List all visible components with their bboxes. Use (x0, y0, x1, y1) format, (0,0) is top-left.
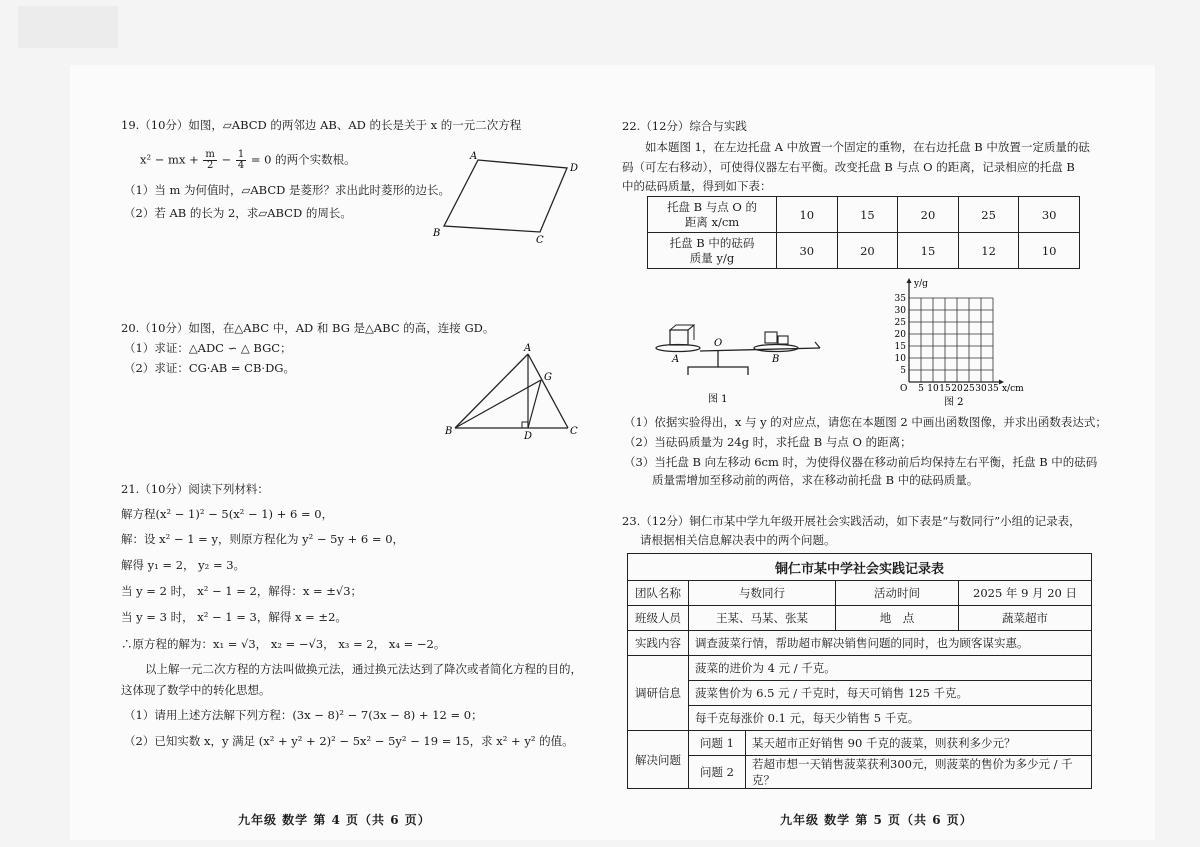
table-cell: 20 (898, 197, 959, 233)
x-tick-labels (918, 384, 999, 394)
research-item: 菠菜售价为 6.5 元 / 千克时，每天可销售 125 千克。 (689, 681, 1092, 706)
q19-eq-pre: x² − mx + (140, 152, 199, 167)
x-tick-label: 5 (918, 384, 924, 394)
q20-triangle-figure (440, 340, 590, 440)
pan-b (754, 345, 798, 352)
table-cell: 12 (958, 233, 1019, 269)
beam-end (815, 342, 820, 348)
x-tick-label: 30 (975, 384, 987, 394)
right-angle-mark (522, 422, 528, 428)
table-cell: 30 (777, 233, 838, 269)
right-footer: 九年级 数学 第 5 页（共 6 页） (780, 813, 973, 827)
q21-line1: 21.（10分）阅读下列材料： (121, 482, 269, 496)
table-cell: 15 (837, 197, 898, 233)
table-row (628, 631, 1092, 656)
y-tick-label: 10 (894, 354, 906, 364)
table-cell: 20 (837, 233, 898, 269)
label-d: D (570, 163, 579, 174)
content-label: 实践内容 (628, 631, 689, 656)
members-label: 班级人员 (628, 606, 689, 631)
row1-header (648, 197, 777, 233)
q22-part2: （2）当砝码质量为 24g 时，求托盘 B 与点 O 的距离； (624, 435, 912, 449)
q19-eq-minus: − (221, 152, 232, 167)
q23-line2: 请根据相关信息解决表中的两个问题。 (640, 533, 836, 547)
label-b: B (772, 354, 780, 365)
grid-lines (909, 298, 993, 382)
table-row (628, 756, 1092, 789)
y-axis-label: y/g (914, 279, 928, 289)
q20-part1: （1）求证：△ADC ∽ △ BGC； (124, 341, 292, 355)
row1-header-b: 距离 x/cm (684, 214, 740, 229)
y-tick-label: 15 (894, 342, 906, 352)
table-row (628, 681, 1092, 706)
weights-b2 (778, 336, 788, 344)
solve-label: 解决问题 (628, 731, 689, 789)
x-tick-label: 10 (927, 384, 939, 394)
q19-eq-post: = 0 的两个实数根。 (250, 152, 356, 167)
label-a: A (524, 343, 532, 354)
label-d: D (524, 431, 533, 440)
scan-corner-patch (18, 6, 118, 48)
x-tick-label: 15 (939, 384, 951, 394)
time-value: 2025 年 9 月 20 日 (959, 581, 1092, 606)
fig1-balance (650, 320, 830, 410)
x-tick-label: 25 (963, 384, 975, 394)
table-row (648, 197, 1080, 233)
q22-line4: 中的砝码质量，得到如下表： (622, 179, 772, 193)
q19-part1: （1）当 m 为何值时，▱ABCD 是菱形？求出此时菱形的边长。 (124, 183, 451, 197)
y-axis-arrow (907, 278, 912, 283)
research-item: 每千克每涨价 0.1 元，每天少销售 5 千克。 (689, 706, 1092, 731)
table-cell: 25 (958, 197, 1019, 233)
label-c: C (570, 426, 578, 437)
research-item: 菠菜的进价为 4 元 / 千克。 (689, 656, 1092, 681)
table-cell: 30 (1019, 197, 1080, 233)
q19-frac2-den: 4 (237, 160, 245, 171)
weights-b (765, 332, 777, 343)
x-tick-label: 35 (987, 384, 999, 394)
research-label: 调研信息 (628, 656, 689, 731)
table-row (648, 233, 1080, 269)
label-g: G (544, 372, 552, 383)
fig2-caption: 图 2 (944, 397, 964, 408)
table-cell: 10 (1019, 233, 1080, 269)
x-axis-label: x/cm (1002, 384, 1024, 394)
question2-label: 问题 2 (689, 756, 746, 789)
question1-label: 问题 1 (689, 731, 746, 756)
y-tick-label: 20 (894, 330, 906, 340)
row2-header-a: 托盘 B 中的砝码 (669, 235, 755, 250)
q22-part1: （1）依据实验得出，x 与 y 的对应点，请您在本题图 2 中画出函数图像，并求出函数表达式； (624, 415, 1107, 429)
q19-frac1-num: m (205, 149, 215, 160)
x-tick-label: 20 (951, 384, 963, 394)
segment-gd (528, 380, 541, 428)
team-value: 与数同行 (689, 581, 836, 606)
record-table-title: 铜仁市某中学社会实践记录表 (628, 554, 1092, 581)
q19-part2: （2）若 AB 的长为 2，求▱ABCD 的周长。 (124, 206, 352, 220)
q21-line7: ∴原方程的解为：x₁ = √3， x₂ = −√3， x₃ = 2， x₄ = −2。 (121, 637, 446, 651)
q21-line5: 当 y = 2 时， x² − 1 = 2，解得：x = ±√3； (121, 584, 363, 598)
q21-part1: （1）请用上述方法解下列方程：(3x − 8)² − 7(3x − 8) + 12 = 0； (124, 708, 483, 722)
place-value: 蔬菜超市 (959, 606, 1092, 631)
q19-frac-14 (236, 150, 246, 171)
q19-parallelogram-figure (430, 148, 590, 248)
origin-label: O (900, 384, 908, 394)
table-row (628, 554, 1092, 581)
q20-part2: （2）求证：CG·AB = CB·DG。 (124, 361, 295, 375)
row2-header-b: 质量 y/g (689, 250, 735, 265)
q19-frac2-num: 1 (237, 149, 245, 160)
time-label: 活动时间 (836, 581, 959, 606)
q21-line3: 解：设 x² − 1 = y，则原方程化为 y² − 5y + 6 = 0， (121, 532, 405, 546)
weight-box-edge (688, 325, 694, 330)
q21-line6: 当 y = 3 时， x² − 1 = 3，解得 x = ±2。 (121, 610, 347, 624)
q19-equation (140, 150, 356, 171)
table-row (628, 606, 1092, 631)
fig1-caption: 图 1 (708, 394, 728, 405)
label-b: B (433, 228, 441, 239)
q22-data-table (647, 196, 1080, 269)
q19-frac-m2 (203, 150, 216, 171)
q23-record-table (627, 553, 1092, 789)
table-row (628, 656, 1092, 681)
content-value: 调查菠菜行情，帮助超市解决销售问题的同时，也为顾客谋实惠。 (689, 631, 1092, 656)
label-o: O (714, 338, 723, 349)
y-tick-label: 35 (894, 294, 906, 304)
table-row (628, 706, 1092, 731)
side-ba (455, 354, 528, 428)
table-row (628, 581, 1092, 606)
q21-line8: 以上解一元二次方程的方法叫做换元法，通过换元法达到了降次或者简化方程的目的， (145, 662, 582, 676)
y-tick-label: 5 (900, 366, 906, 376)
balance-base (688, 367, 748, 375)
label-b: B (445, 426, 453, 437)
y-tick-label: 25 (894, 318, 906, 328)
q22-part3a: （3）当托盘 B 向左移动 6cm 时，为使得仪器在移动前后均保持左右平衡，托盘 B 中的砝码 (624, 455, 1098, 469)
q22-part3b: 质量需增加至移动前的两倍，求在移动前托盘 B 中的砝码质量。 (652, 473, 979, 487)
q20-line1: 20.（10分）如图，在△ABC 中，AD 和 BG 是△ABC 的高，连接 GD。 (121, 321, 495, 335)
question1-text: 某天超市正好销售 90 千克的菠菜，则获利多少元？ (746, 731, 1092, 756)
q19-line1: 19.（10分）如图，▱ABCD 的两邻边 AB、AD 的长是关于 x 的一元二次方程 (121, 118, 522, 132)
table-cell: 15 (898, 233, 959, 269)
fig2-grid (880, 275, 1040, 410)
left-footer: 九年级 数学 第 4 页（共 6 页） (238, 813, 431, 827)
side-ac (528, 354, 568, 428)
y-tick-label: 30 (894, 306, 906, 316)
q21-line4: 解得 y₁ = 2， y₂ = 3。 (121, 558, 246, 572)
members-value: 王某、马某、张某 (689, 606, 836, 631)
team-label: 团队名称 (628, 581, 689, 606)
q22-line1: 22.（12分）综合与实践 (622, 119, 747, 133)
place-label: 地 点 (836, 606, 959, 631)
table-row (628, 731, 1092, 756)
row2-header (648, 233, 777, 269)
q22-line2: 如本题图 1，在左边托盘 A 中放置一个固定的重物，在右边托盘 B 中放置一定质量的砝 (645, 140, 1090, 154)
y-tick-labels (895, 294, 907, 376)
label-a: A (470, 151, 478, 162)
parallelogram-abcd (444, 160, 567, 232)
label-c: C (536, 235, 544, 246)
label-a: A (672, 354, 680, 365)
q22-line3: 码（可左右移动），可使得仪器左右平衡。改变托盘 B 与点 O 的距离，记录相应的托盘 B (622, 160, 1075, 174)
weight-box (670, 330, 688, 345)
table-cell: 10 (777, 197, 838, 233)
q21-part2: （2）已知实数 x，y 满足 (x² + y² + 2)² − 5x² − 5y² − 19 = 15，求 x² + y² 的值。 (124, 734, 574, 748)
q21-line9: 这体现了数学中的转化思想。 (121, 683, 271, 697)
q19-frac1-den: 2 (206, 160, 214, 171)
question2-text: 若超市想一天销售菠菜获利300元，则菠菜的售价为多少元 / 千克？ (746, 756, 1092, 789)
row1-header-a: 托盘 B 与点 O 的 (666, 199, 757, 214)
q23-line1: 23.（12分）铜仁市某中学九年级开展社会实践活动，如下表是“与数同行”小组的记录表， (622, 514, 1081, 528)
q21-line2: 解方程(x² − 1)² − 5(x² − 1) + 6 = 0， (121, 507, 334, 521)
